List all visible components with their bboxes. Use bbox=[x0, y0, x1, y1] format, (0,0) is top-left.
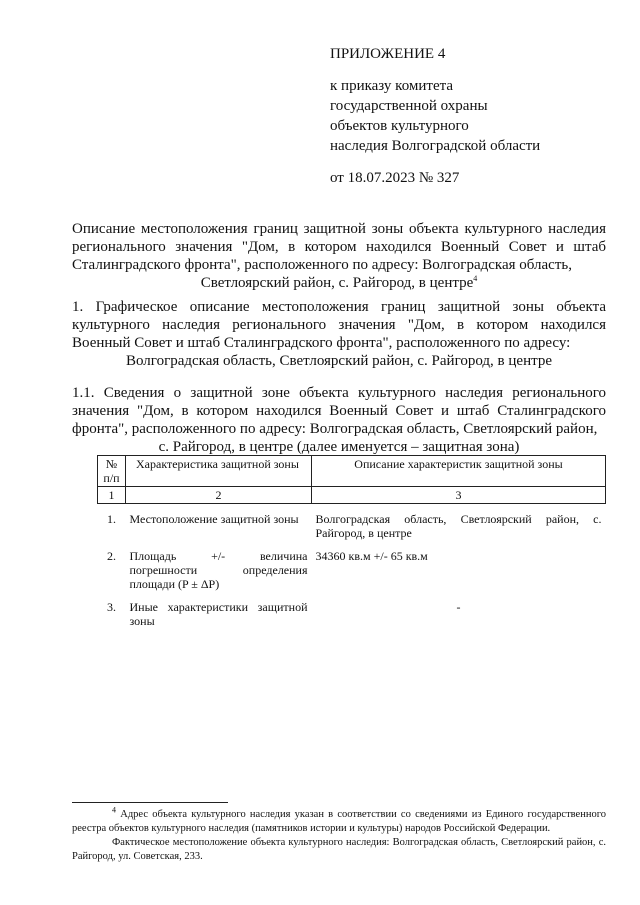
row-number: 1. bbox=[107, 512, 116, 526]
section-1-1-text-end: с. Райгород, в центре (далее именуется – защитная зона) bbox=[158, 439, 520, 455]
row-description: Волгоградская область, Светлоярский район, с. Райгород, в центре bbox=[315, 512, 602, 540]
footnote-divider bbox=[72, 802, 228, 803]
appendix-line: наследия Волгоградской области bbox=[330, 138, 541, 154]
protection-zone-table bbox=[97, 455, 606, 629]
header-description: Описание характеристик защитной зоны bbox=[312, 456, 606, 487]
section-1-text-end: Волгоградская область, Светлоярский район, с. Райгород, в центре bbox=[126, 353, 552, 369]
footnote-text-2: Фактическое местоположение объекта культурного наследия: Волгоградская область, Светлоярский район, с. Райгород, ул. Советская, 233. bbox=[72, 837, 606, 862]
footnote-text: Адрес объекта культурного наследия указан в соответствии со сведениями из Единого государственного реестра объектов культурного наследия (памятников истории и культуры) народов Российской Федерации. bbox=[72, 809, 606, 834]
document-title bbox=[72, 220, 606, 292]
table-row bbox=[98, 504, 606, 542]
footnote bbox=[72, 805, 606, 864]
title-text-end: Светлоярский район, с. Райгород, в центре bbox=[200, 275, 474, 291]
column-number: 3 bbox=[312, 487, 606, 504]
title-text: Описание местоположения границ защитной зоны объекта культурного наследия регионального значения "Дом, в котором находился Военный Совет и штаб Сталинградского фронта", расположенного по адресу: Волгоградская область, bbox=[72, 221, 606, 273]
row-characteristic: Площадь +/- величина погрешности определения площади (P ± ΔP) bbox=[129, 549, 308, 591]
column-number: 2 bbox=[126, 487, 312, 504]
section-1-1 bbox=[72, 384, 606, 456]
appendix-block bbox=[330, 44, 540, 188]
table-column-numbers bbox=[98, 487, 606, 504]
appendix-line: к приказу комитета bbox=[330, 78, 454, 94]
section-1-1-text: 1.1. Сведения о защитной зоне объекта культурного наследия регионального значения "Дом, в котором находился Военный Совет и штаб Сталинградского фронта", расположенного по адресу: Волгоградская область, Светлоярский район, bbox=[72, 385, 606, 437]
row-description: 34360 кв.м +/- 65 кв.м bbox=[315, 549, 428, 563]
row-characteristic: Местоположение защитной зоны bbox=[129, 512, 299, 526]
appendix-line: государственной охраны bbox=[330, 98, 488, 114]
column-number: 1 bbox=[98, 487, 126, 504]
appendix-heading: ПРИЛОЖЕНИЕ 4 bbox=[330, 46, 446, 62]
section-1 bbox=[72, 298, 606, 370]
header-number: № п/п bbox=[98, 456, 126, 487]
footnote-ref: 4 bbox=[473, 274, 478, 283]
header-characteristic: Характеристика защитной зоны bbox=[126, 456, 312, 487]
order-date: от 18.07.2023 № 327 bbox=[330, 170, 460, 186]
table-row bbox=[98, 592, 606, 629]
row-description: - bbox=[456, 600, 461, 614]
section-1-text: 1. Графическое описание местоположения границ защитной зоны объекта культурного наследия регионального значения "Дом, в котором находился Военный Совет и штаб Сталинградского фронта", расположенного по адресу: bbox=[72, 299, 606, 351]
row-number: 3. bbox=[107, 600, 116, 614]
table-header-row bbox=[98, 456, 606, 487]
footnote-marker: 4 bbox=[112, 805, 116, 815]
row-characteristic: Иные характеристики защитной зоны bbox=[129, 600, 308, 628]
row-number: 2. bbox=[107, 549, 116, 563]
appendix-line: объектов культурного bbox=[330, 118, 469, 134]
table-row bbox=[98, 541, 606, 592]
